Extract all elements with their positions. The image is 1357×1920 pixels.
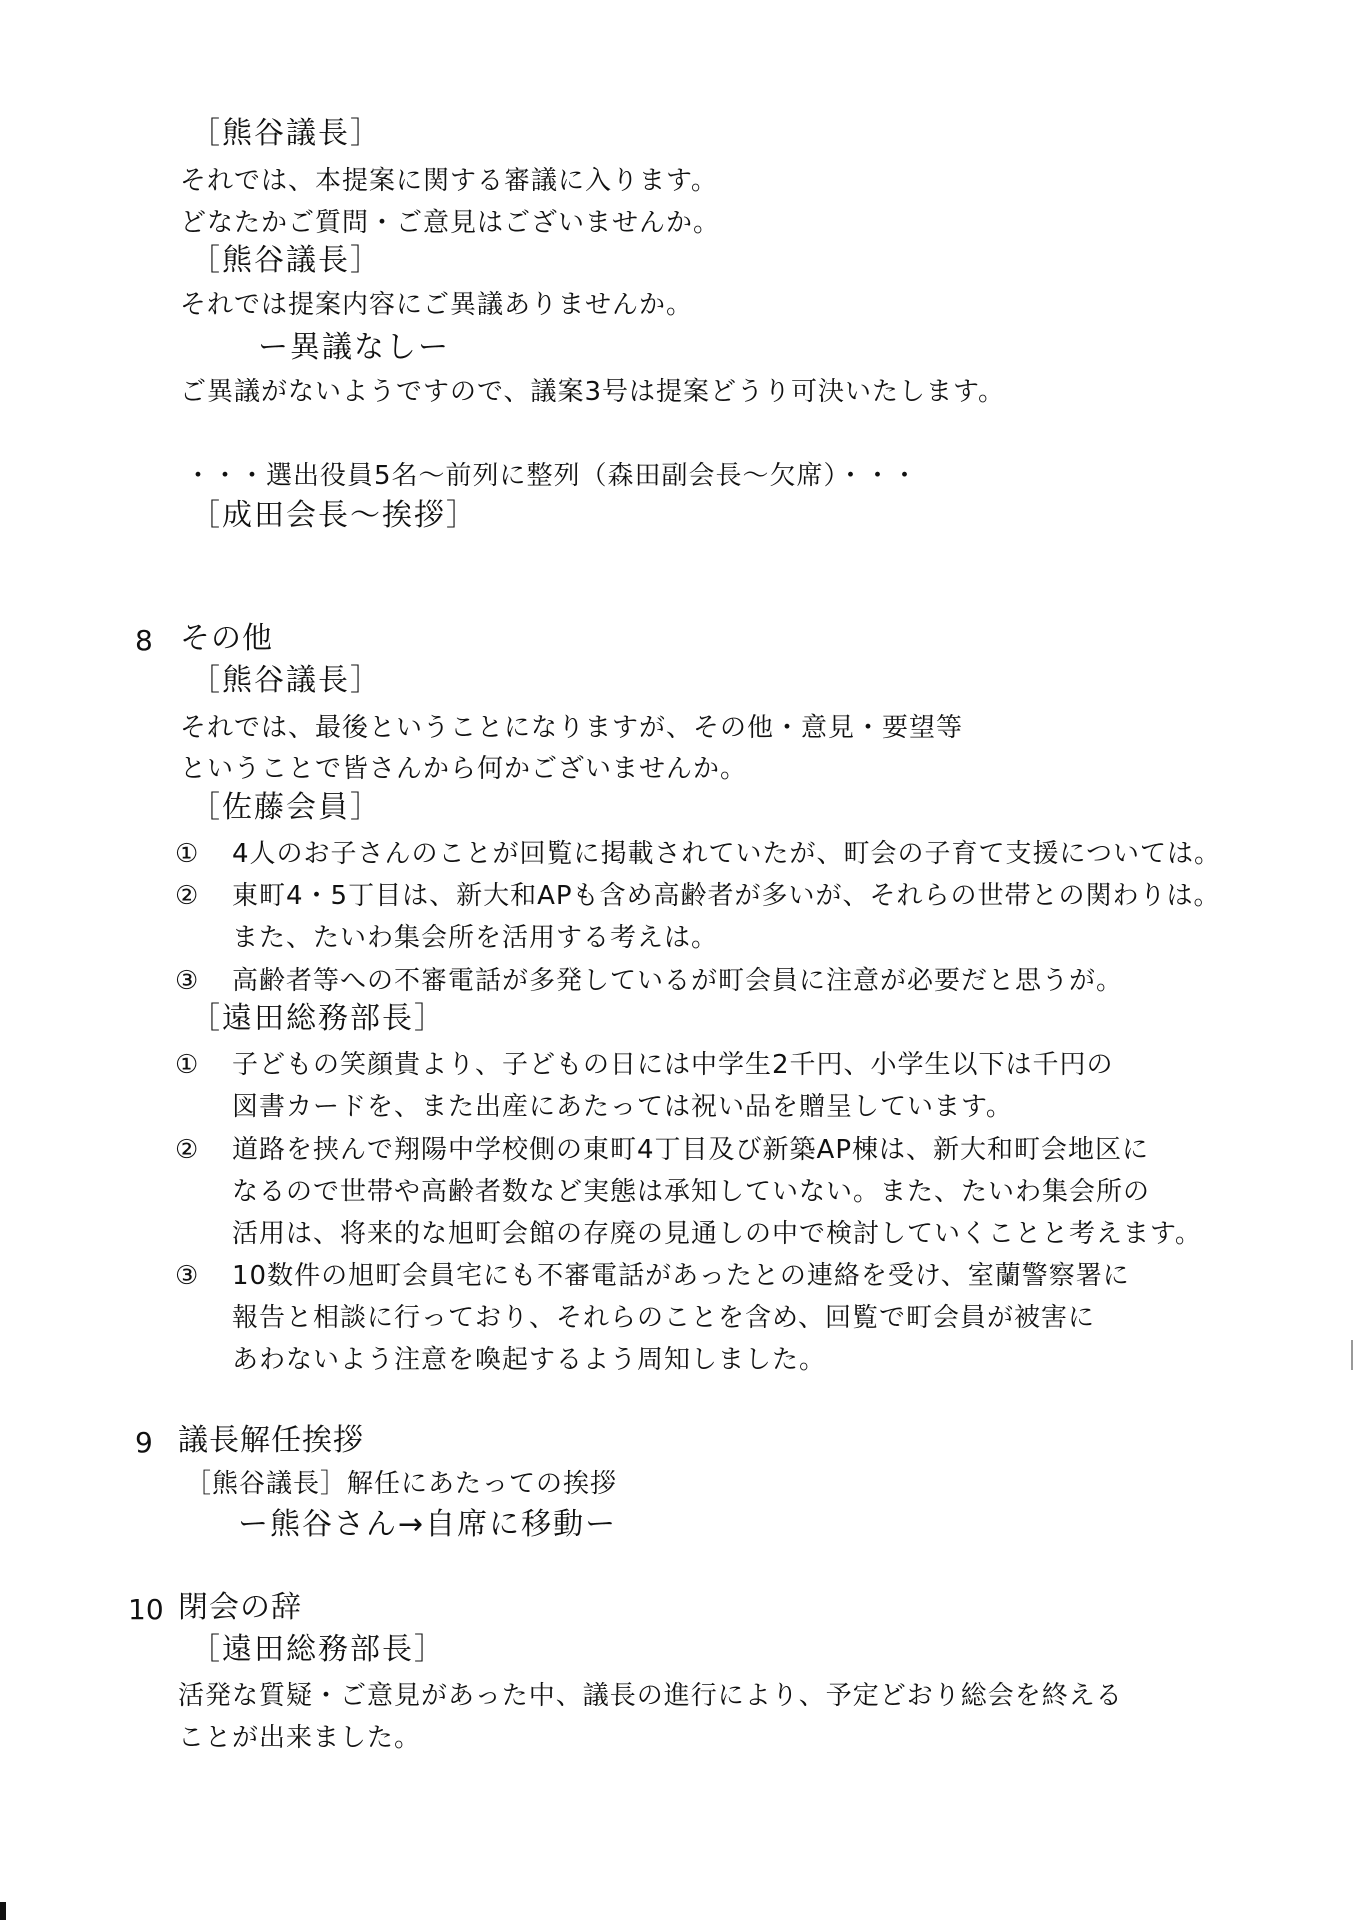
text-line: それでは、最後ということになりますが、その他・意見・要望等 — [180, 713, 964, 743]
item-marker: ② — [175, 1135, 200, 1165]
text-line: どなたかご質問・ご意見はございませんか。 — [180, 208, 721, 238]
scan-edge-mark — [1351, 1340, 1353, 1370]
speaker-kumagai-chair: ［熊谷議長］ — [190, 243, 382, 278]
text-line: それでは、本提案に関する審議に入ります。 — [180, 166, 718, 196]
speaker-sato-member: ［佐藤会員］ — [190, 790, 382, 825]
answer-text: 図書カードを、また出産にあたっては祝い品を贈呈しています。 — [232, 1092, 1013, 1122]
speaker-kumagai-chair: ［熊谷議長］ — [190, 663, 382, 698]
answer-text: 報告と相談に行っており、それらのことを含め、回覧で町会員が被害に — [232, 1303, 1095, 1333]
item-marker: ③ — [175, 1261, 200, 1291]
section-number: 10 — [128, 1593, 164, 1626]
no-objection-note: ー異議なしー — [258, 330, 450, 365]
text-line: 活発な質疑・ご意見があった中、議長の進行により、予定どおり総会を終える — [178, 1681, 1123, 1711]
text-line: ご異議がないようですので、議案3号は提案どうり可決いたします。 — [180, 377, 1005, 407]
item-marker: ③ — [175, 966, 200, 996]
text-line: ということで皆さんから何かございませんか。 — [180, 754, 748, 784]
speaker-kumagai-chair: ［熊谷議長］ — [190, 116, 382, 151]
text-line: ことが出来ました。 — [178, 1723, 422, 1753]
section-title: 議長解任挨拶 — [178, 1423, 364, 1458]
section-title: 閉会の辞 — [178, 1590, 302, 1625]
text-line: ［熊谷議長］解任にあたっての挨拶 — [185, 1469, 618, 1499]
section-title: その他 — [180, 621, 273, 656]
text-line: ー熊谷さん→自席に移動ー — [238, 1507, 618, 1542]
question-text: 4人のお子さんのことが回覧に掲載されていたが、町会の子育て支援については。 — [232, 839, 1222, 869]
question-text: また、たいわ集会所を活用する考えは。 — [232, 923, 719, 953]
item-marker: ① — [175, 839, 200, 869]
speaker-toda-general-affairs: ［遠田総務部長］ — [190, 1001, 446, 1036]
speaker-narita-president: ［成田会長～挨拶］ — [190, 498, 478, 533]
answer-text: なるので世帯や高齢者数など実態は承知していない。また、たいわ集会所の — [232, 1177, 1151, 1207]
section-number: 8 — [135, 624, 153, 657]
item-marker: ② — [175, 881, 200, 911]
answer-text: 活用は、将来的な旭町会館の存廃の見通しの中で検討していくことと考えます。 — [232, 1219, 1202, 1249]
question-text: 高齢者等への不審電話が多発しているが町会員に注意が必要だと思うが。 — [232, 966, 1124, 996]
item-marker: ① — [175, 1050, 200, 1080]
text-line: それでは提案内容にご異議ありませんか。 — [180, 290, 694, 320]
scan-edge-mark — [0, 1902, 6, 1920]
text-line: ・・・選出役員5名～前列に整列（森田副会長～欠席）・・・ — [185, 461, 919, 491]
section-number: 9 — [135, 1426, 153, 1459]
answer-text: 10数件の旭町会員宅にも不審電話があったとの連絡を受け、室蘭警察署に — [232, 1261, 1130, 1291]
speaker-toda-general-affairs: ［遠田総務部長］ — [190, 1632, 446, 1667]
question-text: 東町4・5丁目は、新大和APも含め高齢者が多いが、それらの世帯との関わりは。 — [232, 881, 1221, 911]
answer-text: あわないよう注意を喚起するよう周知しました。 — [232, 1345, 827, 1375]
answer-text: 道路を挟んで翔陽中学校側の東町4丁目及び新築AP棟は、新大和町会地区に — [232, 1135, 1150, 1165]
answer-text: 子どもの笑顔貴より、子どもの日には中学生2千円、小学生以下は千円の — [232, 1050, 1114, 1080]
